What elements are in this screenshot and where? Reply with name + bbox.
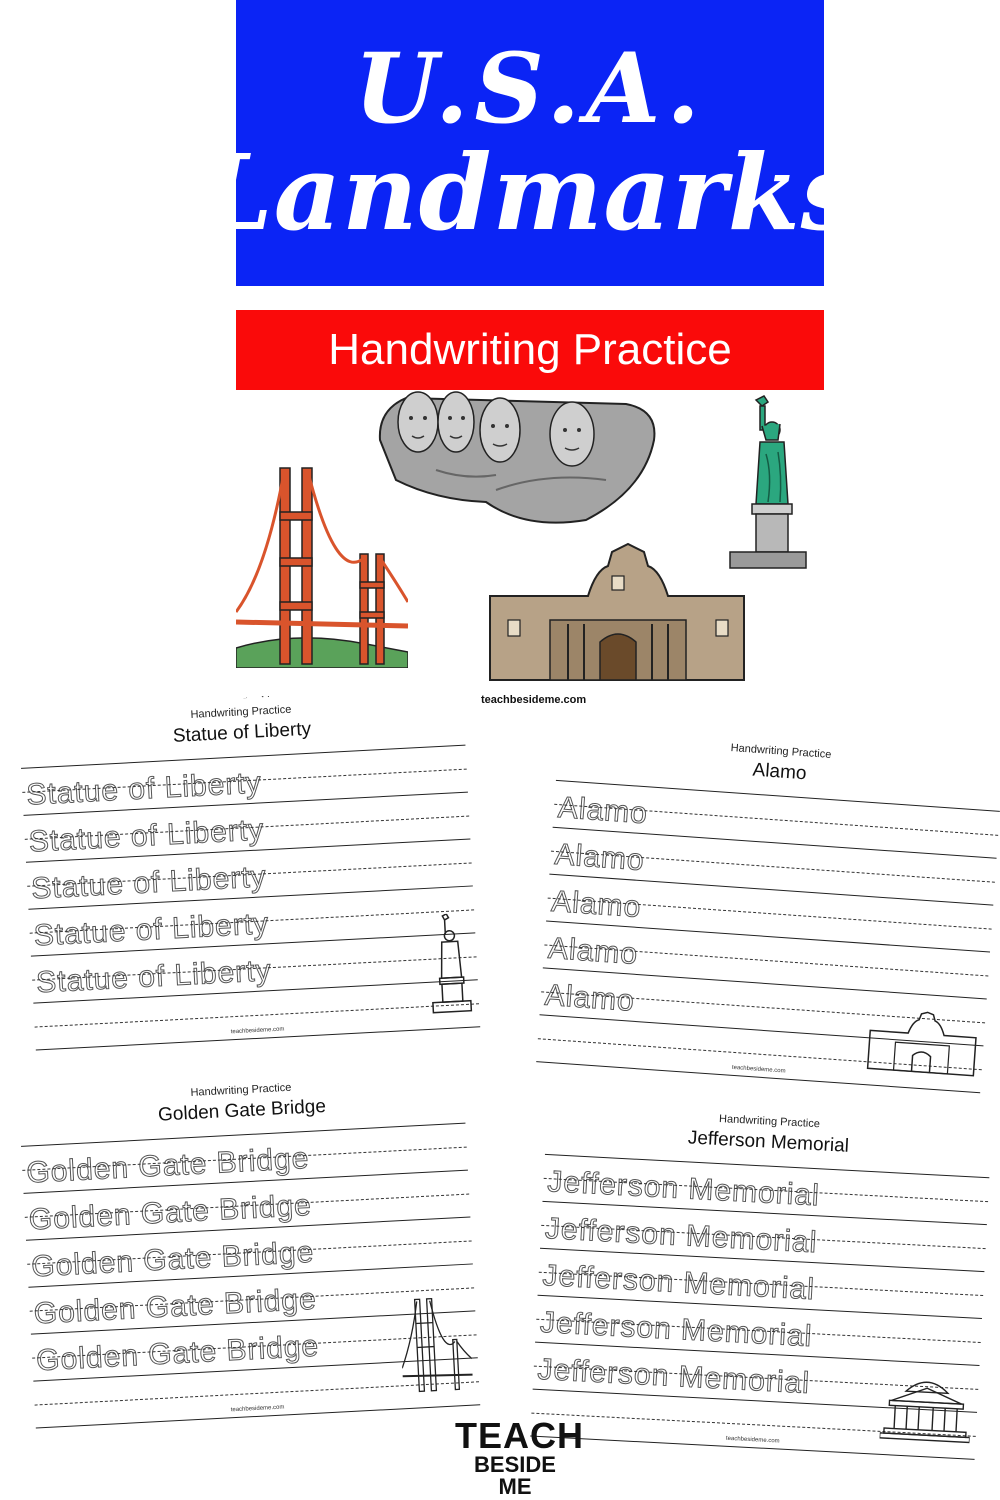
logo-line-1: TEACH <box>455 1415 584 1456</box>
golden-gate-bridge-illustration <box>236 462 408 668</box>
title-line-1: U.S.A. <box>354 32 706 145</box>
worksheet-footer: teachbesideme.com <box>230 1026 285 1036</box>
trace-text: Statue of Liberty <box>25 766 263 812</box>
subtitle-banner: Handwriting Practice <box>236 310 824 390</box>
trace-text: Alamo <box>553 837 646 878</box>
alamo-illustration <box>488 540 748 684</box>
title-line-2: Landmarks <box>199 131 861 254</box>
worksheet-kicker: Handwriting Practice <box>190 703 292 721</box>
trace-text: Alamo <box>556 791 650 831</box>
worksheet-jefferson-memorial <box>530 1096 992 1459</box>
worksheet-golden-gate-bridge <box>18 1065 480 1428</box>
trace-text: Jefferson Memorial <box>539 1305 814 1354</box>
logo-line-2: BESIDE ME <box>474 1452 556 1499</box>
trace-text: Golden Gate Bridge <box>32 1282 318 1331</box>
trace-text: Golden Gate Bridge <box>30 1235 316 1284</box>
site-credit: teachbesideme.com <box>481 694 587 706</box>
worksheet-footer: teachbesideme.com <box>725 1435 780 1445</box>
tracing-rows <box>21 745 480 1051</box>
trace-text: Golden Gate Bridge <box>35 1329 320 1378</box>
worksheet-heading: Golden Gate Bridge <box>157 1095 327 1126</box>
trace-text: Jefferson Memorial <box>544 1212 819 1260</box>
alamo-icon <box>865 1006 979 1078</box>
worksheet-footer: teachbesideme.com <box>731 1064 786 1075</box>
worksheet-alamo <box>536 722 1000 1092</box>
worksheet-footer: teachbesideme.com <box>230 1404 285 1414</box>
worksheet-heading: Statue of Liberty <box>172 718 312 747</box>
golden-gate-bridge-icon <box>399 1295 474 1395</box>
trace-text: Jefferson Memorial <box>546 1165 821 1213</box>
worksheet-kicker: Handwriting Practice <box>718 1112 821 1131</box>
teach-beside-me-logo <box>455 1415 584 1499</box>
trace-text: Statue of Liberty <box>30 860 268 906</box>
trace-text: Statue of Liberty <box>35 954 273 1000</box>
worksheet-statue-of-liberty <box>18 687 480 1050</box>
mount-rushmore-illustration <box>376 380 660 530</box>
trace-text: Alamo <box>547 931 640 971</box>
trace-text: Alamo <box>543 978 636 1018</box>
worksheet-kicker: Handwriting Practice <box>190 1081 292 1099</box>
worksheet-kicker: Handwriting Practice <box>730 741 832 761</box>
trace-text: Alamo <box>550 884 643 925</box>
trace-text: Golden Gate Bridge <box>25 1141 311 1190</box>
worksheet-heading: Jefferson Memorial <box>687 1127 850 1157</box>
title-banner <box>199 0 861 286</box>
statue-of-liberty-icon <box>424 913 473 1015</box>
trace-text: Golden Gate Bridge <box>28 1188 313 1237</box>
trace-text: Jefferson Memorial <box>541 1258 816 1307</box>
jefferson-memorial-icon <box>879 1370 973 1445</box>
trace-text: Statue of Liberty <box>28 813 265 859</box>
trace-text: Statue of Liberty <box>32 907 270 953</box>
worksheet-heading: Alamo <box>751 759 808 785</box>
trace-text: Jefferson Memorial <box>536 1352 811 1401</box>
